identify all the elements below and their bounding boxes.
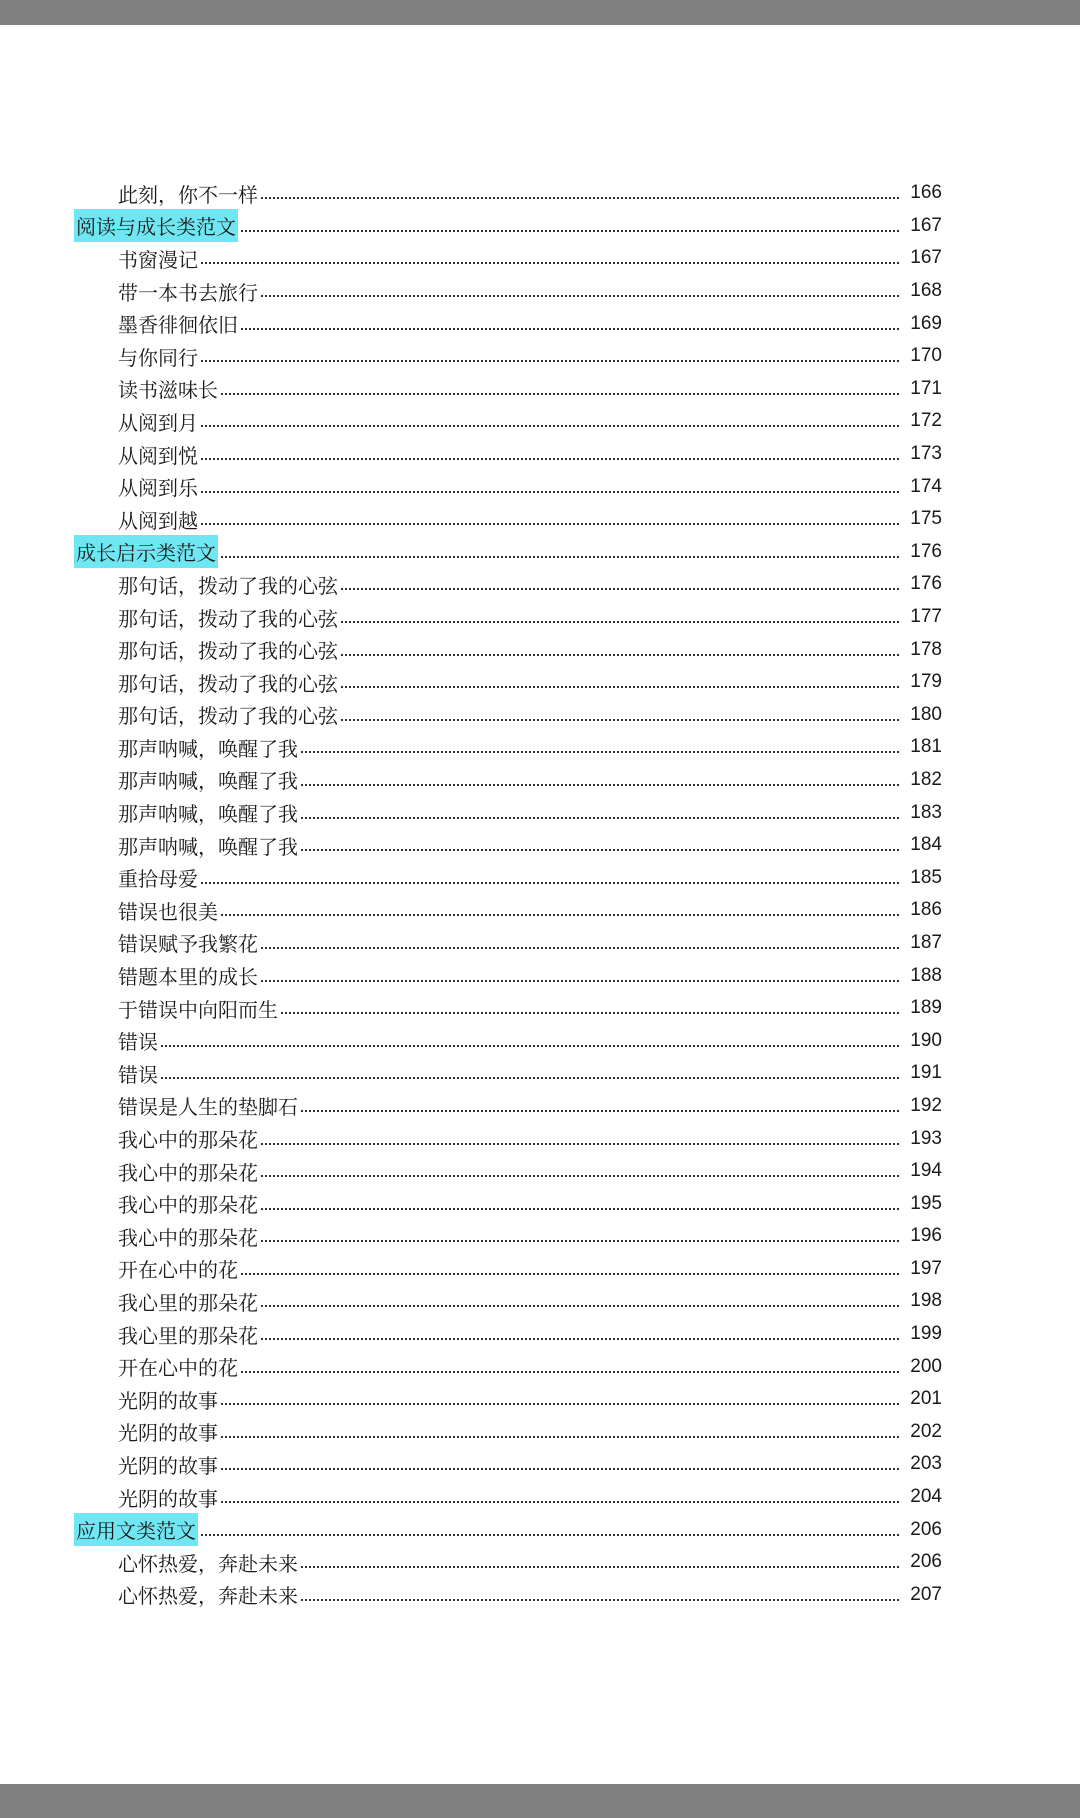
toc-entry[interactable] <box>74 470 942 503</box>
toc-page-number: 189 <box>910 997 942 1019</box>
dot-leader <box>261 1240 899 1242</box>
toc-entry[interactable] <box>74 959 942 992</box>
toc-entry[interactable] <box>74 177 942 210</box>
dot-leader <box>261 1338 899 1340</box>
toc-entry-title: 那声呐喊，唤醒了我 <box>118 834 298 859</box>
toc-entry[interactable] <box>74 927 942 960</box>
dot-leader <box>341 654 899 656</box>
toc-entry[interactable] <box>74 992 942 1025</box>
toc-page-number: 172 <box>910 410 942 432</box>
toc-entry[interactable] <box>74 861 942 894</box>
toc-entry[interactable] <box>74 699 942 732</box>
dot-leader <box>341 686 899 688</box>
dot-leader <box>201 882 899 884</box>
dot-leader <box>281 1012 899 1014</box>
toc-entry[interactable] <box>74 503 942 536</box>
toc-entry-title: 开在心中的花 <box>118 1258 238 1283</box>
dot-leader <box>241 328 899 330</box>
toc-entry[interactable] <box>74 894 942 927</box>
toc-page-number: 183 <box>910 801 942 823</box>
toc-page-number: 177 <box>910 606 942 628</box>
toc-page-number: 179 <box>910 671 942 693</box>
toc-entry-title: 读书滋味长 <box>118 378 218 403</box>
toc-entry[interactable] <box>74 666 942 699</box>
dot-leader <box>261 197 899 199</box>
toc-entry-title: 错误是人生的垫脚石 <box>118 1095 298 1120</box>
toc-page-number: 167 <box>910 214 942 236</box>
dot-leader <box>301 1110 899 1112</box>
dot-leader <box>241 1371 899 1373</box>
toc-entry-title: 带一本书去旅行 <box>118 280 258 305</box>
toc-entry[interactable] <box>74 1285 942 1318</box>
toc-entry-title: 光阴的故事 <box>118 1388 218 1413</box>
toc-entry-title: 与你同行 <box>118 345 198 370</box>
toc-entry[interactable] <box>74 1057 942 1090</box>
toc-entry[interactable] <box>74 1122 942 1155</box>
toc-entry-title: 那句话，拨动了我的心弦 <box>118 606 338 631</box>
toc-entry-title: 从阅到悦 <box>118 443 198 468</box>
toc-entry-title: 我心中的那朵花 <box>118 1225 258 1250</box>
dot-leader <box>261 947 899 949</box>
toc-entry[interactable] <box>74 633 942 666</box>
toc-entry-title: 阅读与成长类范文 <box>74 209 238 242</box>
toc-entry[interactable] <box>74 1546 942 1579</box>
toc-entry-title: 那声呐喊，唤醒了我 <box>118 802 298 827</box>
toc-page-number: 199 <box>910 1323 942 1345</box>
dot-leader <box>221 1501 899 1503</box>
dot-leader <box>221 1436 899 1438</box>
toc-entry-title: 心怀热爱，奔赴未来 <box>118 1584 298 1609</box>
toc-page-number: 182 <box>910 768 942 790</box>
toc-entry[interactable] <box>74 601 942 634</box>
toc-page-number: 176 <box>910 573 942 595</box>
toc-page-number: 190 <box>910 1029 942 1051</box>
toc-entry[interactable] <box>74 1220 942 1253</box>
toc-page-number: 184 <box>910 834 942 856</box>
toc-page-number: 187 <box>910 931 942 953</box>
toc-entry[interactable] <box>74 1090 942 1123</box>
toc-page-number: 198 <box>910 1290 942 1312</box>
toc-entry-title: 重拾母爱 <box>118 867 198 892</box>
toc-entry[interactable] <box>74 1481 942 1514</box>
toc-entry[interactable] <box>74 764 942 797</box>
toc-page-number: 191 <box>910 1062 942 1084</box>
dot-leader <box>201 425 899 427</box>
toc-page-number: 192 <box>910 1094 942 1116</box>
toc-entry-title: 错误 <box>118 1030 158 1055</box>
dot-leader <box>161 1045 899 1047</box>
toc-entry-title: 我心里的那朵花 <box>118 1290 258 1315</box>
toc-page-number: 200 <box>910 1355 942 1377</box>
toc-page-number: 197 <box>910 1257 942 1279</box>
toc-entry-title: 那句话，拨动了我的心弦 <box>118 639 338 664</box>
toc-entry-title: 我心中的那朵花 <box>118 1160 258 1185</box>
dot-leader <box>221 1403 899 1405</box>
toc-page-number: 173 <box>910 443 942 465</box>
toc-page-number: 171 <box>910 377 942 399</box>
toc-entry[interactable] <box>74 829 942 862</box>
dot-leader <box>261 980 899 982</box>
toc-entry-title: 从阅到越 <box>118 508 198 533</box>
toc-entry[interactable] <box>74 1350 942 1383</box>
toc-entry-title: 我心中的那朵花 <box>118 1128 258 1153</box>
toc-entry-title: 错误也很美 <box>118 899 218 924</box>
toc-page-number: 204 <box>910 1486 942 1508</box>
toc-entry[interactable] <box>74 1579 942 1612</box>
toc-page-number: 181 <box>910 736 942 758</box>
toc-entry[interactable] <box>74 568 942 601</box>
toc-entry-title: 心怀热爱，奔赴未来 <box>118 1551 298 1576</box>
toc-page-number: 194 <box>910 1160 942 1182</box>
toc-entry-title: 成长启示类范文 <box>74 535 218 568</box>
dot-leader <box>201 458 899 460</box>
toc-entry[interactable] <box>74 242 942 275</box>
toc-entry-title: 那句话，拨动了我的心弦 <box>118 671 338 696</box>
toc-page-number: 193 <box>910 1127 942 1149</box>
toc-entry-title: 光阴的故事 <box>118 1486 218 1511</box>
toc-page-number: 185 <box>910 866 942 888</box>
toc-entry-title: 从阅到乐 <box>118 476 198 501</box>
toc-page-number: 195 <box>910 1192 942 1214</box>
toc-entry[interactable] <box>74 1416 942 1449</box>
toc-page-number: 203 <box>910 1453 942 1475</box>
toc-page-number: 168 <box>910 280 942 302</box>
dot-leader <box>261 295 899 297</box>
toc-page-number: 175 <box>910 508 942 530</box>
toc-entry-title: 我心中的那朵花 <box>118 1193 258 1218</box>
dot-leader <box>161 1077 899 1079</box>
toc-entry[interactable] <box>74 275 942 308</box>
dot-leader <box>341 719 899 721</box>
toc-entry-title: 开在心中的花 <box>118 1356 238 1381</box>
toc-entry-title: 光阴的故事 <box>118 1453 218 1478</box>
toc-entry-title: 墨香徘徊依旧 <box>118 313 238 338</box>
toc-page-number: 186 <box>910 899 942 921</box>
toc-entry-title: 于错误中向阳而生 <box>118 997 278 1022</box>
toc-entry[interactable] <box>74 307 942 340</box>
dot-leader <box>261 1208 899 1210</box>
toc-entry[interactable] <box>74 373 942 406</box>
toc-entry-title: 错误 <box>118 1062 158 1087</box>
toc-entry[interactable] <box>74 1253 942 1286</box>
toc-page-number: 174 <box>910 475 942 497</box>
toc-page-number: 202 <box>910 1420 942 1442</box>
toc-entry-title: 那声呐喊，唤醒了我 <box>118 736 298 761</box>
toc-entry-title: 从阅到月 <box>118 410 198 435</box>
table-of-contents <box>74 177 942 1611</box>
dot-leader <box>201 262 899 264</box>
toc-page-number: 176 <box>910 540 942 562</box>
dot-leader <box>301 751 899 753</box>
dot-leader <box>261 1143 899 1145</box>
toc-entry-title: 那句话，拨动了我的心弦 <box>118 573 338 598</box>
toc-entry[interactable] <box>74 438 942 471</box>
toc-page-number: 206 <box>910 1518 942 1540</box>
toc-page-number: 169 <box>910 312 942 334</box>
toc-entry-title: 我心里的那朵花 <box>118 1323 258 1348</box>
toc-page-number: 196 <box>910 1225 942 1247</box>
toc-page-number: 207 <box>910 1583 942 1605</box>
toc-entry-title: 错题本里的成长 <box>118 965 258 990</box>
dot-leader <box>241 1273 899 1275</box>
dot-leader <box>201 491 899 493</box>
dot-leader <box>341 588 899 590</box>
toc-entry-title: 那声呐喊，唤醒了我 <box>118 769 298 794</box>
toc-entry[interactable] <box>74 1024 942 1057</box>
toc-entry[interactable] <box>74 340 942 373</box>
dot-leader <box>201 523 899 525</box>
toc-section-heading[interactable] <box>74 210 942 243</box>
toc-entry[interactable] <box>74 731 942 764</box>
toc-entry-title: 应用文类范文 <box>74 1513 198 1546</box>
toc-page-number: 178 <box>910 638 942 660</box>
toc-entry[interactable] <box>74 1383 942 1416</box>
toc-page-number: 167 <box>910 247 942 269</box>
toc-entry[interactable] <box>74 796 942 829</box>
toc-entry[interactable] <box>74 1187 942 1220</box>
toc-entry-title: 那句话，拨动了我的心弦 <box>118 704 338 729</box>
dot-leader <box>201 1534 899 1536</box>
dot-leader <box>201 360 899 362</box>
toc-page-number: 201 <box>910 1388 942 1410</box>
dot-leader <box>261 1305 899 1307</box>
toc-page-number: 206 <box>910 1551 942 1573</box>
dot-leader <box>301 817 899 819</box>
toc-page-number: 188 <box>910 964 942 986</box>
dot-leader <box>301 1566 899 1568</box>
dot-leader <box>341 621 899 623</box>
toc-entry-title: 错误赋予我繁花 <box>118 932 258 957</box>
toc-page-number: 166 <box>910 182 942 204</box>
dot-leader <box>301 784 899 786</box>
toc-entry[interactable] <box>74 1155 942 1188</box>
viewer-top-bar <box>0 0 1080 25</box>
toc-entry[interactable] <box>74 1448 942 1481</box>
toc-entry-title: 书窗漫记 <box>118 247 198 272</box>
dot-leader <box>301 849 899 851</box>
dot-leader <box>261 1175 899 1177</box>
dot-leader <box>301 1599 899 1601</box>
toc-page-number: 170 <box>910 345 942 367</box>
toc-section-heading[interactable] <box>74 536 942 569</box>
toc-section-heading[interactable] <box>74 1513 942 1546</box>
dot-leader <box>221 914 899 916</box>
toc-entry[interactable] <box>74 1318 942 1351</box>
toc-entry[interactable] <box>74 405 942 438</box>
viewer-bottom-bar <box>0 1784 1080 1818</box>
dot-leader <box>221 393 899 395</box>
dot-leader <box>221 556 899 558</box>
toc-page-number: 180 <box>910 703 942 725</box>
toc-entry-title: 光阴的故事 <box>118 1421 218 1446</box>
dot-leader <box>241 230 899 232</box>
dot-leader <box>221 1468 899 1470</box>
toc-entry-title: 此刻，你不一样 <box>118 182 258 207</box>
